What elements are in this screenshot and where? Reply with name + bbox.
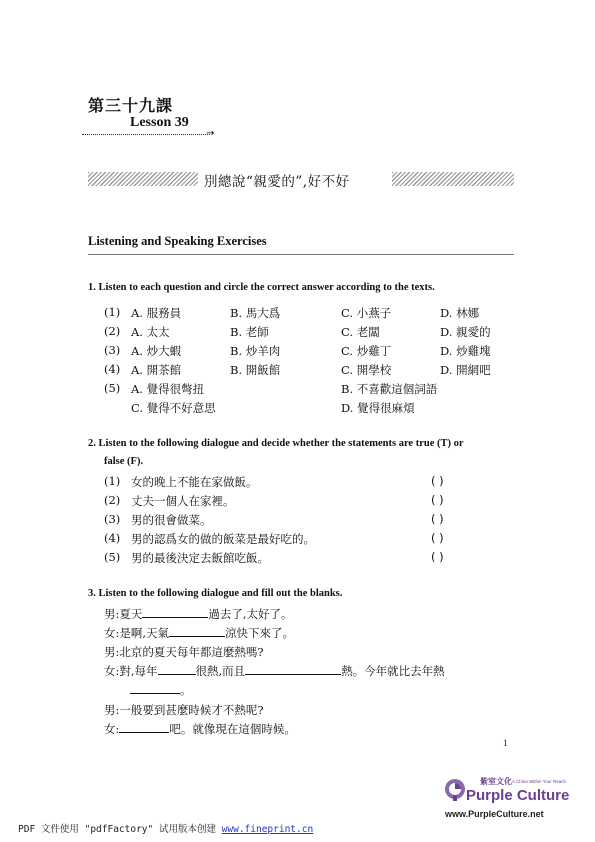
q1-row3-num: (3) [104, 343, 121, 357]
section-divider [88, 254, 514, 255]
fineprint-link[interactable]: www.fineprint.cn [221, 824, 314, 835]
logo-name: Purple Culture [466, 787, 570, 804]
q3-line6-text: 一般要到甚麼時候才不熱呢? [119, 703, 264, 717]
q2-item5-answer[interactable]: ( ) [431, 550, 444, 564]
q1-row4-option-b: B. 開飯館 [230, 363, 281, 377]
q1-row1-option-d: D. 林娜 [440, 306, 480, 320]
q3-line1-text-a: 夏天 [119, 607, 143, 621]
q1-row3-option-d: D. 炒雞塊 [440, 344, 491, 358]
q3-line2-text-a: 是啊,天氣 [119, 626, 170, 640]
q1-row2-option-d: D. 親愛的 [440, 325, 491, 339]
q3-blank-6[interactable] [119, 722, 169, 733]
speaker-female: 女: [104, 626, 120, 640]
banner-hatch-left [88, 172, 198, 186]
speaker-male: 男: [104, 645, 120, 659]
q1-row2-option-a: A. 太太 [131, 325, 170, 339]
q3-blank-2[interactable] [169, 626, 225, 637]
q3-line7-text: 吧。就像現在這個時候。 [169, 722, 296, 736]
q1-row5-option-b: B. 不喜歡這個詞語 [341, 382, 438, 396]
q3-line2-text-b: 涼快下來了。 [225, 626, 295, 640]
q2-item4-num: (4) [104, 531, 121, 545]
section-title: Listening and Speaking Exercises [88, 234, 267, 248]
question-3-prompt: 3. Listen to the following dialogue and fill out the blanks. [88, 588, 343, 599]
q1-row1-num: (1) [104, 305, 121, 319]
dotted-rule [82, 134, 210, 135]
banner-hatch-right [392, 172, 514, 186]
q3-line4-text-a: 對,每年 [119, 664, 158, 678]
q3-line2 [104, 625, 294, 641]
lesson-title-chinese: 第三十九課 [88, 96, 174, 115]
q1-row5-option-d: D. 覺得很麻煩 [341, 401, 415, 415]
q3-line7 [104, 721, 296, 737]
q1-row5-option-a: A. 覺得很彆扭 [131, 382, 205, 396]
q3-line1-text-b: 過去了,太好了。 [208, 607, 293, 621]
q3-blank-4[interactable] [245, 664, 341, 675]
q3-line3-text: 北京的夏天每年都這麼熱嗎? [119, 645, 264, 659]
q2-item4-text: 男的認爲女的做的飯菜是最好吃的。 [131, 532, 315, 546]
q3-blank-5[interactable] [130, 683, 180, 694]
q3-line4-text-b: 很熱,而且 [195, 664, 246, 678]
q2-item2-text: 丈夫一個人在家裡。 [131, 494, 235, 508]
q1-row1-option-c: C. 小燕子 [341, 306, 392, 320]
q3-blank-3[interactable] [158, 664, 196, 675]
page-number: 1 [503, 738, 508, 748]
q1-row4-num: (4) [104, 362, 121, 376]
arrow-right-icon: → [206, 128, 215, 139]
q2-item1-text: 女的晚上不能在家做飯。 [131, 475, 258, 489]
q2-item3-text: 男的很會做菜。 [131, 513, 212, 527]
q1-row4-option-c: C. 開學校 [341, 363, 392, 377]
logo-chinese-name: 紫室文化 [480, 776, 512, 786]
q1-row2-num: (2) [104, 324, 121, 338]
q2-item5-num: (5) [104, 550, 121, 564]
q1-row5-num: (5) [104, 381, 121, 395]
q1-row3-option-b: B. 炒羊肉 [230, 344, 281, 358]
logo-tagline: A China Within Your Reach [512, 779, 567, 784]
q1-row1-option-a: A. 服務員 [131, 306, 182, 320]
q2-item2-num: (2) [104, 493, 121, 507]
q3-blank-1[interactable] [142, 607, 208, 618]
q3-line3 [104, 644, 264, 660]
question-2-prompt: 2. Listen to the following dialogue and decide whether the statements are true (T) or [88, 438, 464, 449]
q1-row4-option-a: A. 開茶館 [131, 363, 182, 377]
q1-row3-option-a: A. 炒大蝦 [131, 344, 182, 358]
q2-item1-answer[interactable]: ( ) [431, 474, 444, 488]
speaker-female: 女: [104, 664, 120, 678]
q2-item2-answer[interactable]: ( ) [431, 493, 444, 507]
q1-row3-option-c: C. 炒雞丁 [341, 344, 392, 358]
q3-line6 [104, 702, 264, 718]
purple-culture-logo-icon [444, 778, 466, 802]
q1-row2-option-b: B. 老師 [230, 325, 269, 339]
lesson-title-english: Lesson 39 [130, 115, 189, 130]
q3-line5 [130, 682, 192, 698]
q1-row5-option-c: C. 覺得不好意思 [131, 401, 216, 415]
q1-row4-option-d: D. 開網吧 [440, 363, 491, 377]
q3-line4-text-c: 熱。今年就比去年熱 [341, 664, 445, 678]
q3-line1 [104, 606, 293, 622]
q3-line4 [104, 663, 445, 679]
q2-item3-num: (3) [104, 512, 121, 526]
q2-item5-text: 男的最後決定去飯館吃飯。 [131, 551, 269, 565]
logo-url: www.PurpleCulture.net [445, 809, 544, 819]
q2-item4-answer[interactable]: ( ) [431, 531, 444, 545]
q2-item1-num: (1) [104, 474, 121, 488]
pdf-footer [18, 821, 313, 835]
q1-row1-option-b: B. 馬大爲 [230, 306, 281, 320]
q3-line5-text: 。 [180, 683, 192, 697]
question-1-prompt: 1. Listen to each question and circle the correct answer according to the texts. [88, 282, 435, 293]
question-2-prompt-cont: false (F). [104, 456, 144, 467]
speaker-male: 男: [104, 703, 120, 717]
q2-item3-answer[interactable]: ( ) [431, 512, 444, 526]
speaker-male: 男: [104, 607, 120, 621]
q1-row2-option-c: C. 老闆 [341, 325, 380, 339]
pdf-footer-text: PDF 文件使用 "pdfFactory" 试用版本创建 [18, 824, 222, 835]
speaker-female: 女: [104, 722, 120, 736]
lesson-banner-title: 別總說“親愛的”,好不好 [204, 174, 350, 190]
